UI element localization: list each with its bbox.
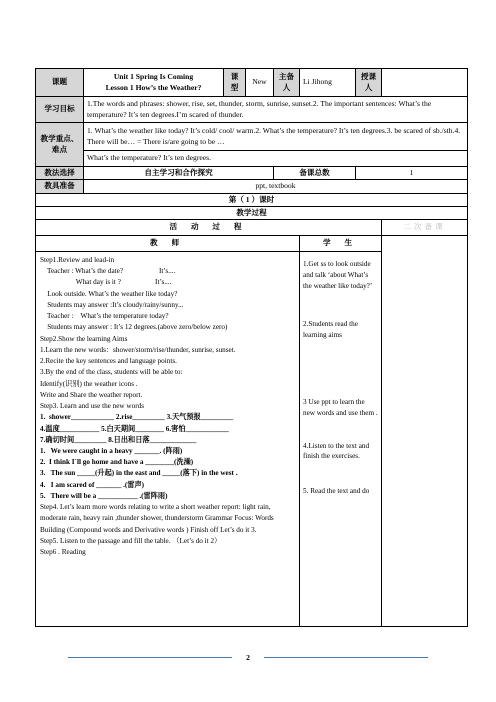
teacher-line: Teacher : What’s the date? It’s.... (40, 267, 176, 276)
student-activity: 3 Use ppt to learn the new words and use them . (303, 397, 378, 417)
teacher-line: Students may answer : It’s 12 degrees.(above zero/below zero) (40, 323, 228, 332)
teacher-line: Look outside. What’s the weather like today? (40, 289, 178, 298)
teacher-tail-line: Step5. Listen to the passage and fill the table. （Let’s do it 2） (40, 536, 222, 545)
footer-rule-left (68, 657, 232, 658)
teacher-line: What day is it ? It’s.... (40, 278, 172, 287)
teacher-line: 3.By the end of the class, students will be able to: (40, 368, 183, 377)
spacer (303, 291, 378, 319)
student-activity: 2.Students read the learning aims (303, 320, 358, 340)
type-value: New (246, 69, 274, 97)
type-label: 课型 (224, 69, 246, 97)
spacer (303, 462, 378, 486)
lesson-plan-table (35, 68, 468, 627)
teacher-line: Teacher : What’s the temperature today? (40, 312, 169, 321)
second-prep-column (382, 236, 468, 627)
method-value: 自主学习和合作探究 (84, 167, 274, 180)
teacher-line: 3. The sun _____(升起) in the east and _____(落下) in the west . (40, 469, 238, 478)
teacher-line: 7.确切时间_________ 8.日出和日落_____________ (40, 435, 197, 444)
teacher-line: 2. I think I`ll go home and have a ________(洗澡) (40, 458, 194, 467)
student-activity: 5. Read the text and do (303, 487, 370, 496)
teacher-lines (40, 255, 295, 502)
teacher-activities (36, 252, 300, 627)
preparer-value: Li Jihong (300, 69, 356, 97)
topic-label: 课题 (36, 69, 84, 97)
objectives-label: 学习目标 (36, 97, 84, 123)
preparer-label: 主备人 (274, 69, 300, 97)
teacher-label: 授课人 (356, 69, 382, 97)
key-points-row2: What’s the temperature? It’s ten degrees. (84, 151, 468, 167)
key-points-label: 教学重点、难点 (36, 123, 84, 167)
teacher-line: 4. I am scared of _______ .(雷声) (40, 480, 145, 489)
page-number: 2 (246, 653, 250, 662)
materials-label: 教具准备 (36, 180, 84, 193)
activity-title: 活 动 过 程 (36, 220, 382, 236)
student-activities (300, 252, 382, 627)
student-column-head: 学 生 (300, 236, 382, 252)
materials-value: ppt, textbook (84, 180, 468, 193)
count-value: 1 (356, 167, 468, 180)
spacer (303, 419, 378, 441)
teacher-value (382, 69, 468, 97)
unit-title: Unit 1 Spring Is Coming (113, 72, 194, 82)
lesson-subtitle: Lesson 1 How’s the Weather? (105, 82, 202, 92)
teacher-line: Students may answer :It’s cloudy/rainy/sunny... (40, 300, 184, 309)
teacher-column-head: 教 师 (36, 236, 300, 252)
footer-rule-right (264, 657, 428, 658)
teacher-line: 4.温度___________ 5.白天期间________ 6.害怕____________ (40, 424, 229, 433)
teacher-line: Step3. Learn and use the new words (40, 402, 144, 411)
period: 第（ 1 ）课时 (36, 193, 468, 206)
key-points-row1: 1. What’s the weather like today? It’s cold/ cool/ warm.2. What’s the temperature? It’s ten degrees.3. be scared of sb./sth.4. There will be… = There is/are going to be … (84, 123, 468, 151)
second-prep-label: 二次备课 (382, 220, 468, 236)
teacher-line: 1.Learn the new words：shower/storm/rise/thunder, sunrise, sunset. (40, 345, 236, 354)
teacher-line: 2.Recite the key sentences and language points. (40, 357, 177, 366)
student-blocks (303, 255, 378, 497)
method-label: 教法选择 (36, 167, 84, 180)
lesson-title (84, 69, 224, 97)
spacer (303, 341, 378, 397)
teacher-line: Step1.Review and lead-in (40, 256, 115, 264)
teacher-tail-line: Step6 . Reading (40, 548, 86, 557)
teacher-line: 1. shower____________ 2.rise_________ 3.天气预报_________ (40, 413, 234, 422)
lesson-plan-page (35, 68, 467, 627)
teacher-line: Identify(识别) the weather icons . (40, 379, 138, 388)
teacher-line: Step2.Show the learning Aims (40, 334, 128, 343)
objectives-text: 1.The words and phrases: shower, rise, set, thunder, storm, sunrise, sunset.2. The important sentences: What’s the temperature? It’s ten degrees.I’m scared of thunder. (84, 97, 468, 123)
teacher-tail (40, 536, 295, 558)
teacher-step4: Step4. Let’s learn more words relating to write a short weather report: light rain, moderate rain, heavy rain ,thunder shower, thunderstorm Grammar Focus: Words Building (Compound words and Derivative words ) Finish off Let’s do it 3. (40, 503, 274, 534)
teacher-line: 5. There will be a ___________ .(雷阵雨) (40, 491, 168, 500)
student-activity: 1.Get ss to look outside and talk ‘about What’s the weather like today?’ (303, 260, 373, 290)
count-label: 备课总数 (274, 167, 356, 180)
student-activity: 4.Listen to the text and finish the exercises. (303, 441, 370, 461)
process-title: 教学过程 (36, 206, 468, 219)
teacher-line: 1. We were caught in a heavy _______. (阵雨) (40, 446, 183, 455)
teacher-line: Write and Share the weather report. (40, 390, 143, 399)
